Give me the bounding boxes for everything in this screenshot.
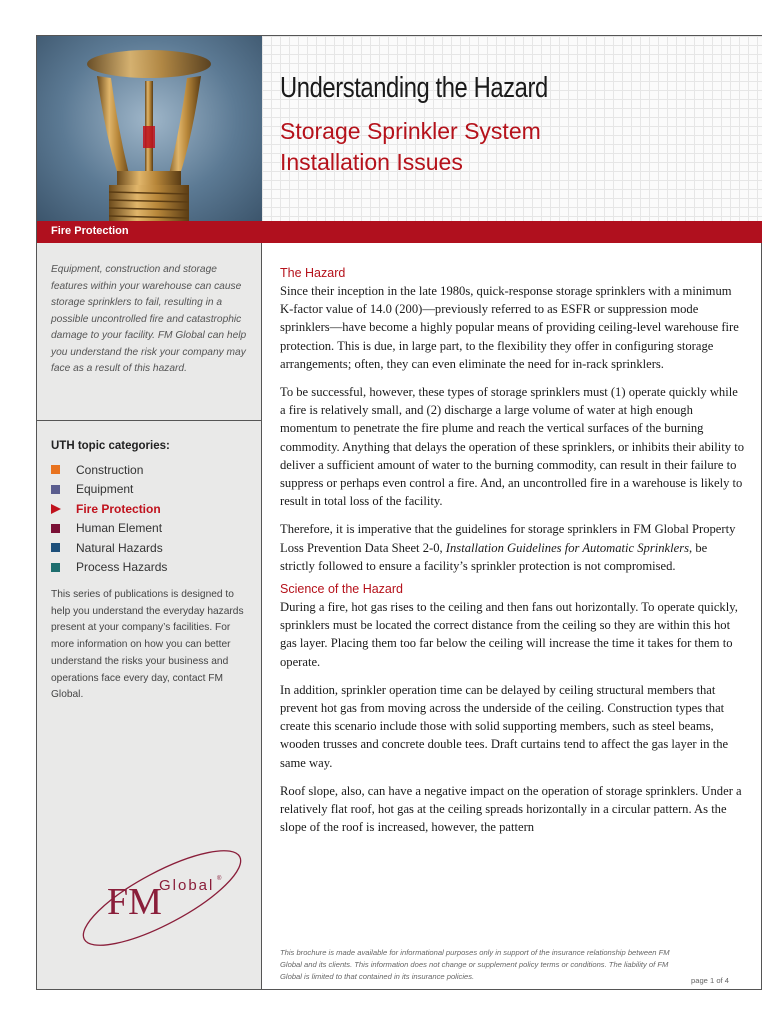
bullet-square-icon <box>51 524 60 533</box>
topic-label: Process Hazards <box>76 560 168 575</box>
sidebar <box>37 36 262 989</box>
page-title: Understanding the Hazard <box>280 72 548 104</box>
disclaimer: This brochure is made available for informational purposes only in support of the insurance relationship between FM Global and its clients. This information does not change or supplement policy terms or conditions. The liability of FM Global is limited to that contained in its insurance policies. <box>280 948 670 981</box>
fm-global-logo <box>67 836 257 956</box>
topic-natural-hazards[interactable] <box>51 538 167 558</box>
main-content <box>280 264 745 846</box>
bullet-square-icon <box>51 485 60 494</box>
series-description: This series of publications is designed to help you understand the everyday hazards present at your company’s facilities. For more information on how you can better understand the risks your business and operations face every day, contact FM Global. <box>51 589 244 701</box>
paragraph-5: In addition, sprinkler operation time can be delayed by ceiling structural members that prevent hot gas from moving across the underside of the ceiling. Construction types that create this scenario include those with solid supporting members, such as steel beams, wooden trusses and concrete double tees. Draft curtains tend to affect the gas layer in the same way. <box>280 682 729 770</box>
logo-fm-text: FM <box>107 881 162 923</box>
topic-list <box>51 460 167 577</box>
topic-label: Construction <box>76 462 144 477</box>
brochure-page <box>36 35 762 990</box>
paragraph-1: Since their inception in the late 1980s, quick-response storage sprinklers with a minimum K-factor value of 14.0 (200)—previously referred to as ESFR or suppression mode sprinklers—have become a highly popular means of providing ceiling-level warehouse fire protection. This is due, in large part, to the flexibility they offer in configuring storage arrangements; often, they can even eliminate the need for in-rack sprinklers. <box>280 284 739 371</box>
topic-equipment[interactable] <box>51 480 167 500</box>
topic-label: Natural Hazards <box>76 540 163 555</box>
topic-label: Equipment <box>76 482 134 497</box>
paragraph-2: To be successful, however, these types of storage sprinklers must (1) operate quickly while a fire is relatively small, and (2) discharge a large volume of water at high enough momentum to penetrate the fire plume and reach the vertical surfaces of the burning commodity. Anything that delays the operation of these sprinklers, or inhibits their ability to deliver a sufficient amount of water to the burning commodity, can result in their failure to suppress or perhaps even control a fire. And, an uncontrolled fire in a warehouse is likely to result in total loss of the facility. <box>280 385 745 509</box>
category-label: Fire Protection <box>51 225 129 237</box>
intro-text: Equipment, construction and storage features within your warehouse can cause storage sprinklers to fail, resulting in a possible uncontrolled fire and catastrophic damage to your facility. FM Global can help you understand the risk your company may face as a result of this hazard. <box>51 264 247 374</box>
paragraph-3 <box>280 520 745 575</box>
bullet-square-icon <box>51 543 60 552</box>
logo-global-text: Global <box>159 877 215 894</box>
bullet-square-icon <box>51 563 60 572</box>
section-heading-hazard: The Hazard <box>280 266 346 280</box>
topic-construction[interactable] <box>51 460 167 480</box>
data-sheet-title: Installation Guidelines for Automatic Sprinklers <box>445 540 690 555</box>
topic-human-element[interactable] <box>51 519 167 539</box>
bullet-square-icon <box>51 465 60 474</box>
paragraph-6: Roof slope, also, can have a negative impact on the operation of storage sprinklers. Under a relatively flat roof, hot gas at the ceiling spreads horizontally in a circular pattern. As the slope of the roof is increased, however, the pattern <box>280 783 742 835</box>
subtitle-line-2: Installation Issues <box>280 149 463 175</box>
topic-fire-protection[interactable] <box>51 499 167 519</box>
paragraph-3-end: , be strictly followed to ensure a facility’s sprinkler protection is not compromised. <box>280 540 708 573</box>
logo-registered-mark: ® <box>217 876 222 882</box>
sprinkler-photo <box>37 36 262 221</box>
current-topic-arrow-icon <box>51 504 61 514</box>
paragraph-4: During a fire, hot gas rises to the ceiling and then fans out horizontally. To operate quickly, sprinklers must be located the correct distance from the ceiling so they are within this hot gas layer. Placing them too far below the ceiling will increase the time it takes for them to operate. <box>280 600 738 669</box>
sidebar-divider <box>37 420 261 421</box>
page-number: page 1 of 4 <box>691 976 730 985</box>
topics-heading: UTH topic categories: <box>51 440 170 452</box>
page-subtitle <box>280 116 541 178</box>
subtitle-line-1: Storage Sprinkler System <box>280 118 541 144</box>
topic-label: Fire Protection <box>76 501 161 516</box>
topic-process-hazards[interactable] <box>51 558 167 578</box>
sprinkler-image <box>37 36 262 221</box>
topic-label: Human Element <box>76 521 163 536</box>
paragraph-3-start: Therefore, it is imperative that the guidelines for storage sprinklers in FM Global Property Loss Prevention Data Sheet 2-0, <box>280 522 736 555</box>
section-heading-science: Science of the Hazard <box>280 582 403 597</box>
category-band <box>37 221 762 243</box>
